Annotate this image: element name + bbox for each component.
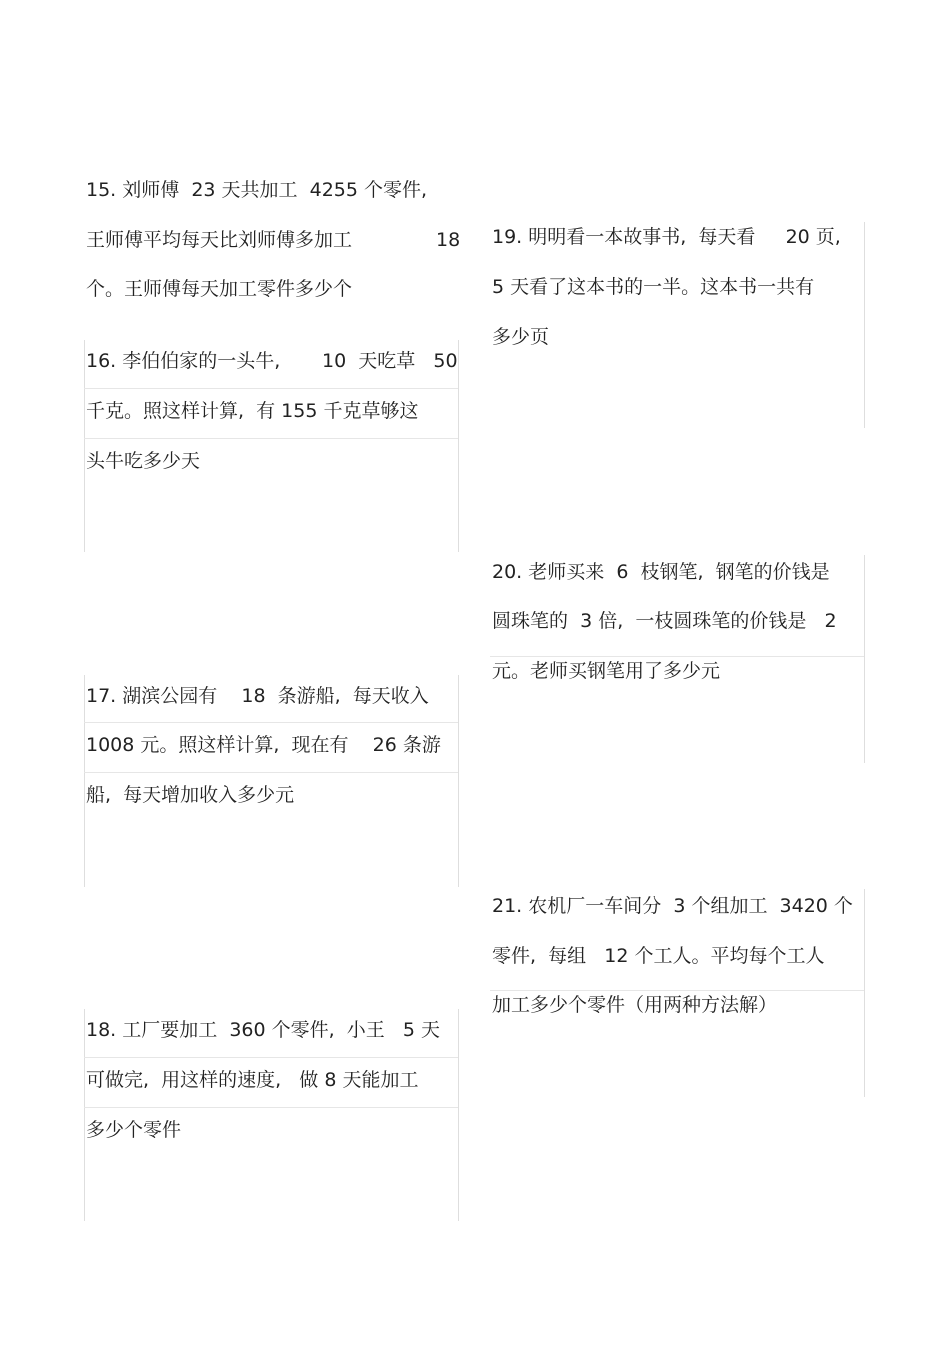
problem-16-line-3: 头牛吃多少天 [86,450,201,472]
problem-16-box-left-rule [84,340,85,552]
problem-15-line-2-number: 18 [436,229,461,251]
problem-17-rule [84,772,458,773]
problem-18-box-right-rule [458,1009,459,1221]
problem-18-rule [84,1057,458,1058]
problem-20-box-right-rule [864,555,865,763]
problem-18-line-3: 多少个零件 [86,1119,182,1141]
problem-18-line-2: 可做完, 用这样的速度, 做 8 天能加工 [86,1069,419,1091]
problem-20-line-1: 20. 老师买来 6 枝钢笔, 钢笔的价钱是 [492,561,830,583]
problem-18-rule [84,1107,458,1108]
problem-17-line-1: 17. 湖滨公园有 18 条游船, 每天收入 [86,685,429,707]
problem-21-rule [490,990,864,991]
problem-20-line-3: 元。老师买钢笔用了多少元 [492,660,721,682]
problem-21-box-right-rule [864,889,865,1097]
problem-15-line-3: 个。王师傅每天加工零件多少个 [86,278,353,300]
problem-15-line-2: 王师傅平均每天比刘师傅多加工 [86,229,353,251]
problem-16-rule [84,438,458,439]
problem-21-line-3: 加工多少个零件（用两种方法解） [492,994,778,1016]
problem-19-line-1: 19. 明明看一本故事书, 每天看 20 页, [492,226,841,248]
problem-18-box-left-rule [84,1009,85,1221]
problem-20-line-2: 圆珠笔的 3 倍, 一枝圆珠笔的价钱是 2 [492,610,837,632]
problem-18-line-1: 18. 工厂要加工 360 个零件, 小王 5 天 [86,1019,441,1041]
problem-17-rule [84,722,458,723]
problem-16-line-2: 千克。照这样计算, 有 155 千克草够这 [86,400,419,422]
problem-20-rule [490,656,864,657]
problem-17-line-2: 1008 元。照这样计算, 现在有 26 条游 [86,734,441,756]
problem-16-line-1: 16. 李伯伯家的一头牛, [86,350,281,372]
problem-16-rule [84,388,458,389]
problem-19-line-2: 5 天看了这本书的一半。这本书一共有 [492,276,815,298]
problem-19-box-right-rule [864,222,865,428]
problem-17-line-3: 船, 每天增加收入多少元 [86,784,295,806]
problem-21-line-1: 21. 农机厂一车间分 3 个组加工 3420 个 [492,895,853,917]
problem-19-line-3: 多少页 [492,326,550,348]
problem-16-line-1-numbers: 10 天吃草 50 [322,350,458,372]
problem-21-line-2: 零件, 每组 12 个工人。平均每个工人 [492,945,825,967]
problem-17-box-right-rule [458,675,459,887]
problem-16-box-right-rule [458,340,459,552]
problem-17-box-left-rule [84,675,85,887]
problem-15-line-1: 15. 刘师傅 23 天共加工 4255 个零件, [86,179,428,201]
